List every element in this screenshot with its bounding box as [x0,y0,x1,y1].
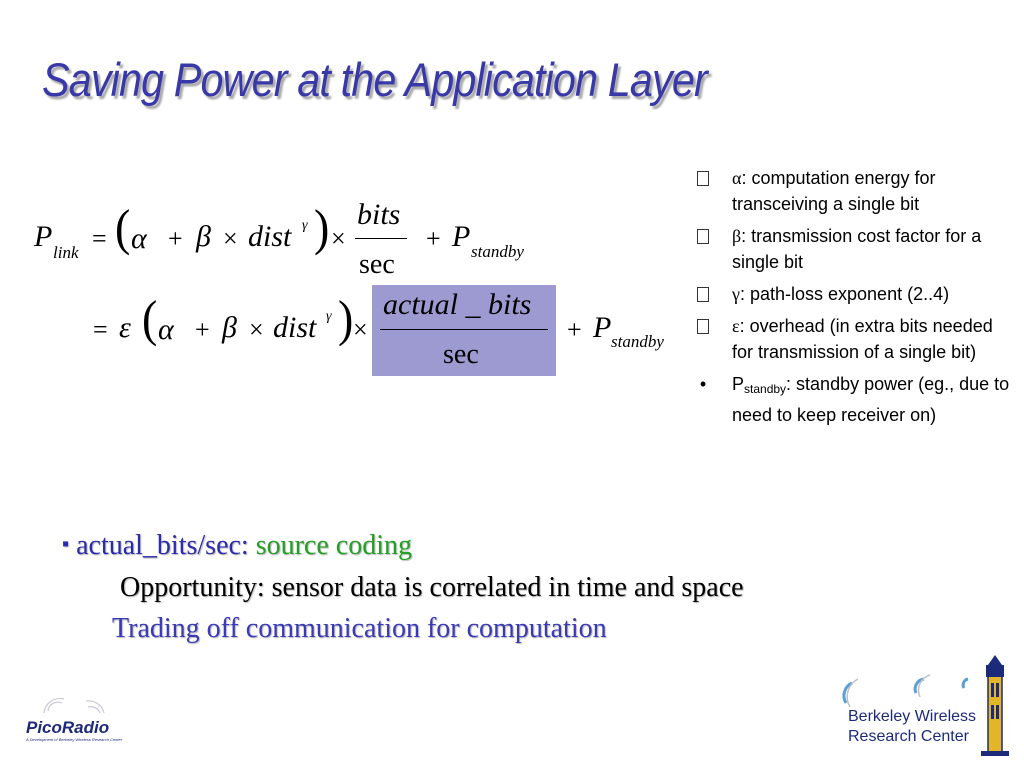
fraction-denominator-2: sec [443,339,479,370]
plus-sign-2: + [426,224,441,253]
source-coding-text: source coding [255,530,412,561]
trading-off-line: Trading off communication for computation [112,613,607,644]
close-paren: ) [314,199,330,256]
beta-symbol: β [196,220,211,253]
alpha-symbol-2: α [158,313,174,346]
bwrc-line-2: Research Center [848,728,969,745]
times-sign-4: × [353,315,368,344]
fraction-numerator-2: actual _ bits [383,288,532,321]
p-standby-symbol: P [452,220,471,253]
list-item [696,313,1018,365]
alpha-label: α [732,168,742,188]
bullet-dot-icon: • [699,374,707,394]
p-standby-subscript: standby [471,242,524,261]
gamma-definition: : path-loss exponent (2..4) [739,284,950,304]
dist-term-2: dist [273,311,317,344]
plus-sign-4: + [567,315,582,344]
alpha-symbol: α [131,222,147,255]
gamma-label: γ [732,284,740,304]
open-paren: ( [115,199,131,256]
epsilon-symbol: ε [119,311,131,344]
actual-bits-label: actual_bits/sec: [76,530,256,561]
bwrc-line-1: Berkeley Wireless [848,708,977,725]
gamma-exponent: γ [302,218,308,233]
fraction-bar-2 [380,329,548,330]
epsilon-definition: : overhead (in extra bits needed for transmission of a single bit) [732,316,993,362]
list-item [696,371,1018,428]
plus-sign-3: + [195,315,210,344]
p-link-symbol: P [34,220,53,253]
list-item [696,165,1018,217]
beta-symbol-2: β [222,311,237,344]
list-item [696,223,1018,275]
close-paren-2: ) [338,290,354,347]
bullet-box-icon [696,165,710,193]
dist-term: dist [248,220,292,253]
plus-sign: + [168,224,183,253]
bottom-line-1 [62,530,412,562]
equals-sign: = [92,224,107,253]
symbol-definitions-list [696,165,1018,434]
alpha-definition: : computation energy for transceiving a single bit [732,168,936,214]
slide-title: Saving Power at the Application Layer [42,53,707,106]
bullet-box-icon [696,281,710,309]
bullet-box-icon [696,223,710,251]
equals-sign-2: = [93,315,108,344]
svg-text:A Development of Berkeley Wire: A Development of Berkeley Wireless Research Center [26,737,123,742]
beta-definition: : transmission cost factor for a single bit [732,226,982,272]
times-sign: × [223,224,238,253]
bwrc-logo [836,655,1016,760]
list-item [696,281,1018,307]
epsilon-label: ε [732,316,740,336]
times-sign-3: × [249,315,264,344]
fraction-numerator: bits [357,198,401,231]
gamma-exponent-2: γ [326,309,332,324]
p-link-subscript: link [53,243,79,262]
fraction-bar [355,238,407,239]
p-standby-symbol-2: P [593,311,612,344]
times-sign-2: × [331,224,346,253]
open-paren-2: ( [142,290,158,347]
opportunity-line: Opportunity: sensor data is correlated in time and space [120,572,744,603]
fraction-denominator: sec [359,249,395,280]
svg-text:PicoRadio: PicoRadio [26,718,110,737]
beta-label: β [732,226,742,246]
picoradio-logo [18,683,136,755]
p-standby-definition: : standby power (eg., due to need to keep receiver on) [732,374,1010,425]
bullet-box-icon [696,313,710,341]
p-standby-label-sub: standby [744,382,787,396]
square-bullet-icon: ▪ [62,533,70,555]
p-standby-label: P [732,374,745,394]
p-standby-subscript-2: standby [611,332,664,351]
